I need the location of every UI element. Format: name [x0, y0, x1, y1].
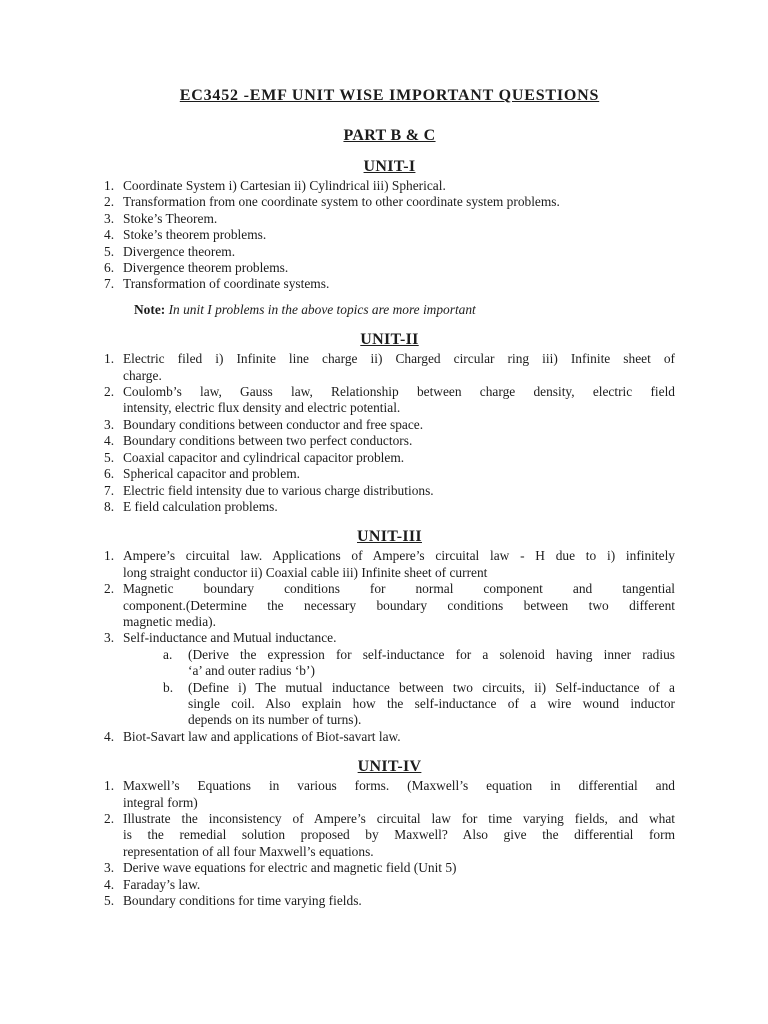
question-text: [123, 276, 675, 292]
question-list: [104, 548, 675, 745]
question-text: [123, 893, 675, 909]
unit-heading: UNIT-I: [363, 158, 416, 175]
sub-question-text: [188, 647, 675, 680]
document-content: [104, 0, 675, 909]
question-item: [104, 244, 675, 260]
question-item: [104, 548, 675, 581]
question-item: [104, 227, 675, 243]
question-line: (Define i) The mutual inductance between two circuits, ii) Self-inductance of a: [188, 679, 675, 695]
item-number: 2.: [104, 581, 115, 597]
question-line: Divergence theorem problems.: [123, 260, 289, 276]
question-text: [123, 466, 675, 482]
question-line: Coaxial capacitor and cylindrical capacitor problem.: [123, 449, 405, 465]
document-title: EC3452 -EMF UNIT WISE IMPORTANT QUESTIONS: [179, 87, 600, 104]
question-line: is the remedial solution proposed by Maxwell? Also give the differential form: [123, 827, 675, 843]
question-item: [104, 450, 675, 466]
item-number: 6.: [104, 260, 115, 276]
question-item: [104, 194, 675, 210]
item-number: 4.: [104, 227, 115, 243]
question-line: Coulomb’s law, Gauss law, Relationship between charge density, electric field: [123, 384, 675, 400]
question-item: [104, 417, 675, 433]
question-item: [104, 384, 675, 417]
question-line: E field calculation problems.: [123, 498, 278, 514]
item-number: 5.: [104, 243, 115, 259]
question-item: [104, 351, 675, 384]
question-line: Stoke’s Theorem.: [123, 210, 218, 226]
question-text: [123, 778, 675, 811]
item-number: 1.: [104, 178, 115, 193]
question-item: [104, 211, 675, 227]
question-line: Illustrate the inconsistency of Ampere’s circuital law for time varying fields, and what: [123, 811, 675, 826]
question-line: Derive wave equations for electric and magnetic field (Unit 5): [123, 860, 457, 876]
question-line: charge.: [123, 367, 162, 383]
question-text: [123, 194, 675, 210]
question-item: [104, 877, 675, 893]
question-item: [104, 260, 675, 276]
question-text: [123, 433, 675, 449]
question-text: [123, 244, 675, 260]
question-text: [123, 450, 675, 466]
question-line: long straight conductor ii) Coaxial cable iii) Infinite sheet of current: [123, 564, 488, 580]
item-number: 2.: [104, 194, 115, 210]
unit-heading: UNIT-III: [357, 528, 422, 546]
question-item: [104, 433, 675, 449]
item-number: 4.: [104, 433, 115, 449]
question-line: Self-inductance and Mutual inductance.: [123, 630, 337, 646]
item-number: 2.: [104, 811, 115, 826]
sub-item-letter: a.: [163, 646, 173, 662]
unit-section: [104, 527, 675, 745]
question-text: [123, 260, 675, 276]
question-text: [123, 860, 675, 876]
question-item: [104, 466, 675, 482]
item-number: 1.: [104, 548, 115, 564]
item-number: 1.: [104, 351, 115, 367]
question-item: [104, 729, 675, 745]
sub-question-item: [123, 647, 675, 680]
item-number: 3.: [104, 210, 115, 226]
question-line: Boundary conditions for time varying fields.: [123, 893, 362, 909]
question-list: [104, 178, 675, 293]
unit-section: [104, 157, 675, 318]
question-text: [123, 499, 675, 515]
unit-section: [104, 757, 675, 909]
question-text: [123, 811, 675, 860]
question-item: [104, 483, 675, 499]
question-line: component.(Determine the necessary boundary conditions between two different: [123, 597, 675, 613]
item-number: 5.: [104, 893, 115, 909]
question-item: [104, 276, 675, 292]
question-text: [123, 417, 675, 433]
item-number: 1.: [104, 778, 115, 794]
question-line: Transformation of coordinate systems.: [123, 276, 330, 292]
unit-heading: UNIT-II: [360, 331, 419, 349]
question-line: Stoke’s theorem problems.: [123, 227, 267, 243]
question-item: [104, 860, 675, 876]
question-text: [123, 581, 675, 630]
question-text: [123, 483, 675, 499]
question-text: [123, 178, 675, 194]
question-text: [123, 384, 675, 417]
question-line: Electric field intensity due to various charge distributions.: [123, 482, 434, 498]
question-line: representation of all four Maxwell’s equations.: [123, 843, 374, 859]
question-line: Coordinate System i) Cartesian ii) Cylindrical iii) Spherical.: [123, 178, 446, 193]
question-line: Divergence theorem.: [123, 243, 236, 259]
item-number: 6.: [104, 466, 115, 482]
item-number: 3.: [104, 416, 115, 432]
question-text: [123, 227, 675, 243]
question-line: Biot-Savart law and applications of Biot-savart law.: [123, 728, 401, 744]
question-text: [123, 630, 675, 728]
question-line: integral form): [123, 794, 198, 810]
question-text: [123, 351, 675, 384]
question-line: Transformation from one coordinate system to other coordinate system problems.: [123, 194, 560, 210]
question-line: Magnetic boundary conditions for normal component and tangential: [123, 581, 675, 597]
item-number: 4.: [104, 876, 115, 892]
item-number: 7.: [104, 276, 115, 292]
question-line: depends on its number of turns).: [188, 712, 362, 728]
question-item: [104, 499, 675, 515]
question-item: [104, 811, 675, 860]
sub-question-text: [188, 680, 675, 729]
item-number: 4.: [104, 728, 115, 744]
question-list: [104, 778, 675, 909]
unit-sections: [104, 157, 675, 909]
note-text: In unit I problems in the above topics are more important: [165, 301, 476, 317]
question-line: intensity, electric flux density and electric potential.: [123, 400, 401, 416]
item-number: 2.: [104, 384, 115, 400]
question-text: [123, 729, 675, 745]
question-text: [123, 877, 675, 893]
unit-section: [104, 330, 675, 515]
question-line: (Derive the expression for self-inductance for a solenoid having inner radius: [188, 646, 675, 662]
question-line: single coil. Also explain how the self-inductance of a wire wound inductor: [188, 695, 675, 711]
question-text: [123, 211, 675, 227]
note-label: Note:: [134, 301, 166, 317]
note-line: [104, 302, 675, 318]
part-heading: PART B & C: [343, 127, 436, 144]
question-line: Boundary conditions between conductor and free space.: [123, 416, 424, 432]
item-number: 7.: [104, 482, 115, 498]
question-item: [104, 893, 675, 909]
sub-item-letter: b.: [163, 679, 174, 695]
question-line: Electric filed i) Infinite line charge ii) Charged circular ring iii) Infinite sheet of: [123, 351, 675, 367]
question-line: magnetic media).: [123, 613, 216, 629]
question-item: [104, 630, 675, 728]
question-line: Spherical capacitor and problem.: [123, 466, 300, 482]
question-item: [104, 778, 675, 811]
unit-heading: UNIT-IV: [357, 758, 422, 776]
question-item: [104, 178, 675, 194]
question-text: [123, 548, 675, 581]
item-number: 5.: [104, 449, 115, 465]
question-line: ‘a’ and outer radius ‘b’): [188, 663, 315, 679]
question-line: Maxwell’s Equations in various forms. (Maxwell’s equation in differential and: [123, 778, 675, 794]
question-line: Boundary conditions between two perfect conductors.: [123, 433, 413, 449]
sub-question-item: [123, 680, 675, 729]
item-number: 3.: [104, 630, 115, 646]
item-number: 8.: [104, 498, 115, 514]
question-list: [104, 351, 675, 515]
question-item: [104, 581, 675, 630]
item-number: 3.: [104, 860, 115, 876]
question-line: Ampere’s circuital law. Applications of Ampere’s circuital law - H due to i) infinitely: [123, 548, 675, 564]
question-line: Faraday’s law.: [123, 876, 201, 892]
